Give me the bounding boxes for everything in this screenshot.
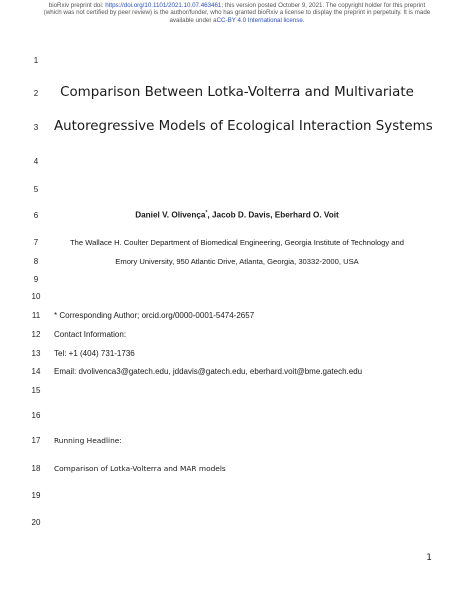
line-number: 4 bbox=[33, 157, 39, 166]
line-number: 8 bbox=[33, 257, 39, 266]
line-number: 9 bbox=[33, 275, 39, 284]
running-headline: Comparison of Lotka-Volterra and MAR models bbox=[54, 464, 226, 473]
line-number: 15 bbox=[31, 386, 41, 395]
affiliation-line-1: The Wallace H. Coulter Department of Biomedical Engineering, Georgia Institute of Technology and bbox=[70, 238, 404, 247]
line-number: 7 bbox=[33, 238, 39, 247]
corresponding-asterisk: * bbox=[205, 210, 208, 216]
line-number: 19 bbox=[31, 491, 41, 500]
author-first: Daniel V. Olivença bbox=[135, 210, 206, 220]
banner-suffix: ; this version posted October 9, 2021. The copyright holder for this preprint bbox=[221, 2, 426, 9]
title-line-2: Autoregressive Models of Ecological Interaction Systems bbox=[54, 119, 433, 134]
title-line-1: Comparison Between Lotka-Volterra and Multivariate bbox=[60, 85, 414, 100]
banner-prefix: bioRxiv preprint doi: bbox=[48, 2, 106, 9]
line-number: 13 bbox=[31, 349, 41, 358]
telephone: Tel: +1 (404) 731-1736 bbox=[54, 349, 135, 358]
banner-line3-prefix: available under a bbox=[169, 16, 217, 24]
author-others: , Jacob D. Davis, Eberhard O. Voit bbox=[207, 210, 339, 220]
banner-line-1 bbox=[0, 2, 474, 9]
line-number: 20 bbox=[31, 518, 41, 527]
corresponding-author: * Corresponding Author; orcid.org/0000-0001-5474-2657 bbox=[54, 311, 255, 320]
line-number: 10 bbox=[31, 292, 41, 301]
banner-line3-suffix: . bbox=[302, 16, 305, 24]
line-number: 14 bbox=[31, 367, 41, 376]
line-number: 16 bbox=[31, 411, 41, 420]
author-list bbox=[54, 210, 420, 220]
line-number: 12 bbox=[31, 330, 41, 339]
line-number: 6 bbox=[33, 211, 39, 220]
line-number: 17 bbox=[31, 436, 41, 445]
line-number: 3 bbox=[33, 123, 39, 132]
running-headline-label: Running Headline: bbox=[54, 436, 122, 445]
line-number: 5 bbox=[33, 185, 39, 194]
email-addresses: Email: dvolivenca3@gatech.edu, jddavis@gatech.edu, eberhard.voit@bme.gatech.edu bbox=[54, 367, 363, 376]
line-number: 1 bbox=[33, 56, 39, 65]
affiliation-line-2: Emory University, 950 Atlantic Drive, Atlanta, Georgia, 30332-2000, USA bbox=[115, 257, 359, 266]
license-link[interactable]: CC-BY 4.0 International license bbox=[216, 16, 303, 24]
banner-line-2: (which was not certified by peer review) is the author/funder, who has granted bioRxiv a license to display the preprint in perpetuity. It is made bbox=[43, 9, 431, 17]
line-number: 2 bbox=[33, 89, 39, 98]
contact-label: Contact Information: bbox=[54, 330, 127, 339]
line-number: 11 bbox=[31, 311, 41, 320]
preprint-banner bbox=[0, 2, 474, 24]
page-number: 1 bbox=[426, 553, 432, 563]
doi-link[interactable]: https://doi.org/10.1101/2021.10.07.463461 bbox=[105, 2, 222, 9]
banner-line-3 bbox=[0, 17, 474, 24]
line-number: 18 bbox=[31, 464, 41, 473]
